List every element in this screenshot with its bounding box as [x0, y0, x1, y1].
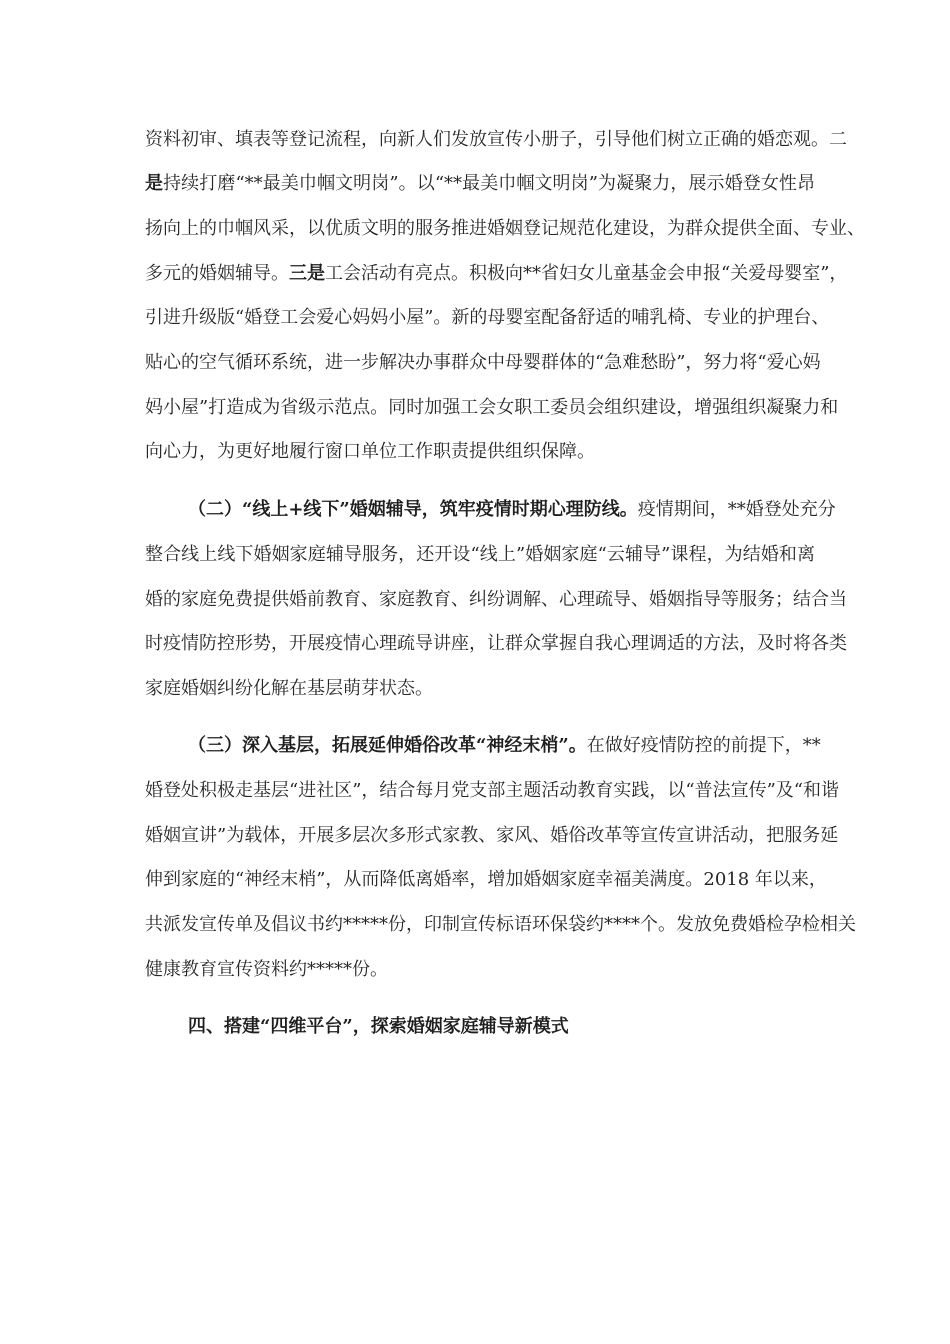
paragraph-2-line-2	[145, 543, 815, 567]
paragraph-1-line-1	[145, 128, 847, 152]
paragraph-3-line-4	[145, 868, 827, 892]
text-run: 向心力，为更好地履行窗口单位工作职责提供组织保障。	[145, 441, 595, 462]
text-run: 婚的家庭免费提供婚前教育、家庭教育、纠纷调解、心理疏导、婚姻指导等服务；结合当	[145, 589, 847, 610]
text-run: 资料初审、填表等登记流程，向新人们发放宣传小册子，引导他们树立正确的婚恋观。二	[145, 129, 847, 150]
text-run: 婚登处积极走基层“进社区”，结合每月党支部主题活动教育实践，以“普法宣传”及“和谐	[145, 780, 840, 801]
paragraph-1-line-6	[145, 351, 821, 375]
text-run: 健康教育宣传资料约*****份。	[145, 959, 388, 980]
section-3-heading: （三）深入基层，拓展延伸婚俗改革“神经末梢”。	[188, 735, 587, 756]
text-run: 疫情期间，**婚登处充分	[637, 499, 836, 520]
section-4-heading: 四、搭建“四维平台”，探索婚姻家庭辅导新模式	[188, 1016, 569, 1037]
paragraph-2-line-5	[145, 677, 815, 701]
text-run: 伸到家庭的“神经末梢”，从而降低离婚率，增加婚姻家庭幸福美满度。2018 年以来，	[145, 869, 827, 890]
text-run: 贴心的空气循环系统，进一步解决办事群众中母婴群体的“急难愁盼”，努力将“爱心妈	[145, 352, 821, 373]
text-run: 持续打磨“**最美巾帼文明岗”。以“**最美巾帼文明岗”为凝聚力，展示婚登女性昂	[163, 173, 815, 194]
text-run: 引进升级版“婚登工会爱心妈妈小屋”。新的母婴室配备舒适的哺乳椅、专业的护理台、	[145, 307, 830, 328]
paragraph-3-line-3	[145, 824, 839, 848]
paragraph-3-line-2	[145, 779, 840, 803]
paragraph-3-line-6	[145, 958, 815, 982]
paragraph-1-line-3	[145, 217, 865, 241]
text-run: 多元的婚姻辅导。	[145, 263, 289, 284]
paragraph-1-line-5	[145, 306, 830, 330]
bold-run: 三是	[289, 263, 325, 284]
paragraph-3-line-5	[145, 913, 856, 937]
paragraph-2-line-3	[145, 588, 847, 612]
text-run: 家庭婚姻纠纷化解在基层萌芽状态。	[145, 678, 433, 699]
paragraph-2-line-1	[188, 498, 836, 522]
text-run: 时疫情防控形势，开展疫情心理疏导讲座，让群众掌握自我心理调适的方法，及时将各类	[145, 633, 847, 654]
text-run: 工会活动有亮点。积极向**省妇女儿童基金会申报“关爱母婴室”，	[325, 263, 848, 284]
text-run: 在做好疫情防控的前提下，**	[586, 735, 821, 756]
paragraph-1-line-2	[145, 172, 815, 196]
text-run: 共派发宣传单及倡议书约*****份，印制宣传标语环保袋约****个。发放免费婚检孕检相关	[145, 914, 856, 935]
bold-run: 是	[145, 173, 164, 194]
paragraph-1-line-8	[145, 440, 815, 464]
text-run: 扬向上的巾帼风采，以优质文明的服务推进婚姻登记规范化建设，为群众提供全面、专业、	[145, 218, 865, 239]
text-run: 妈小屋”打造成为省级示范点。同时加强工会女职工委员会组织建设，增强组织凝聚力和	[145, 397, 839, 418]
paragraph-1-line-7	[145, 396, 839, 420]
paragraph-1-line-4	[145, 262, 848, 286]
text-run: 整合线上线下婚姻家庭辅导服务，还开设“线上”婚姻家庭“云辅导”课程，为结婚和离	[145, 544, 815, 565]
text-run: 婚姻宣讲”为载体，开展多层次多形式家教、家风、婚俗改革等宣传宣讲活动，把服务延	[145, 825, 839, 846]
paragraph-3-line-1	[188, 734, 821, 758]
section-2-heading: （二）“线上+线下”婚姻辅导，筑牢疫情时期心理防线。	[188, 499, 638, 520]
paragraph-2-line-4	[145, 632, 847, 656]
